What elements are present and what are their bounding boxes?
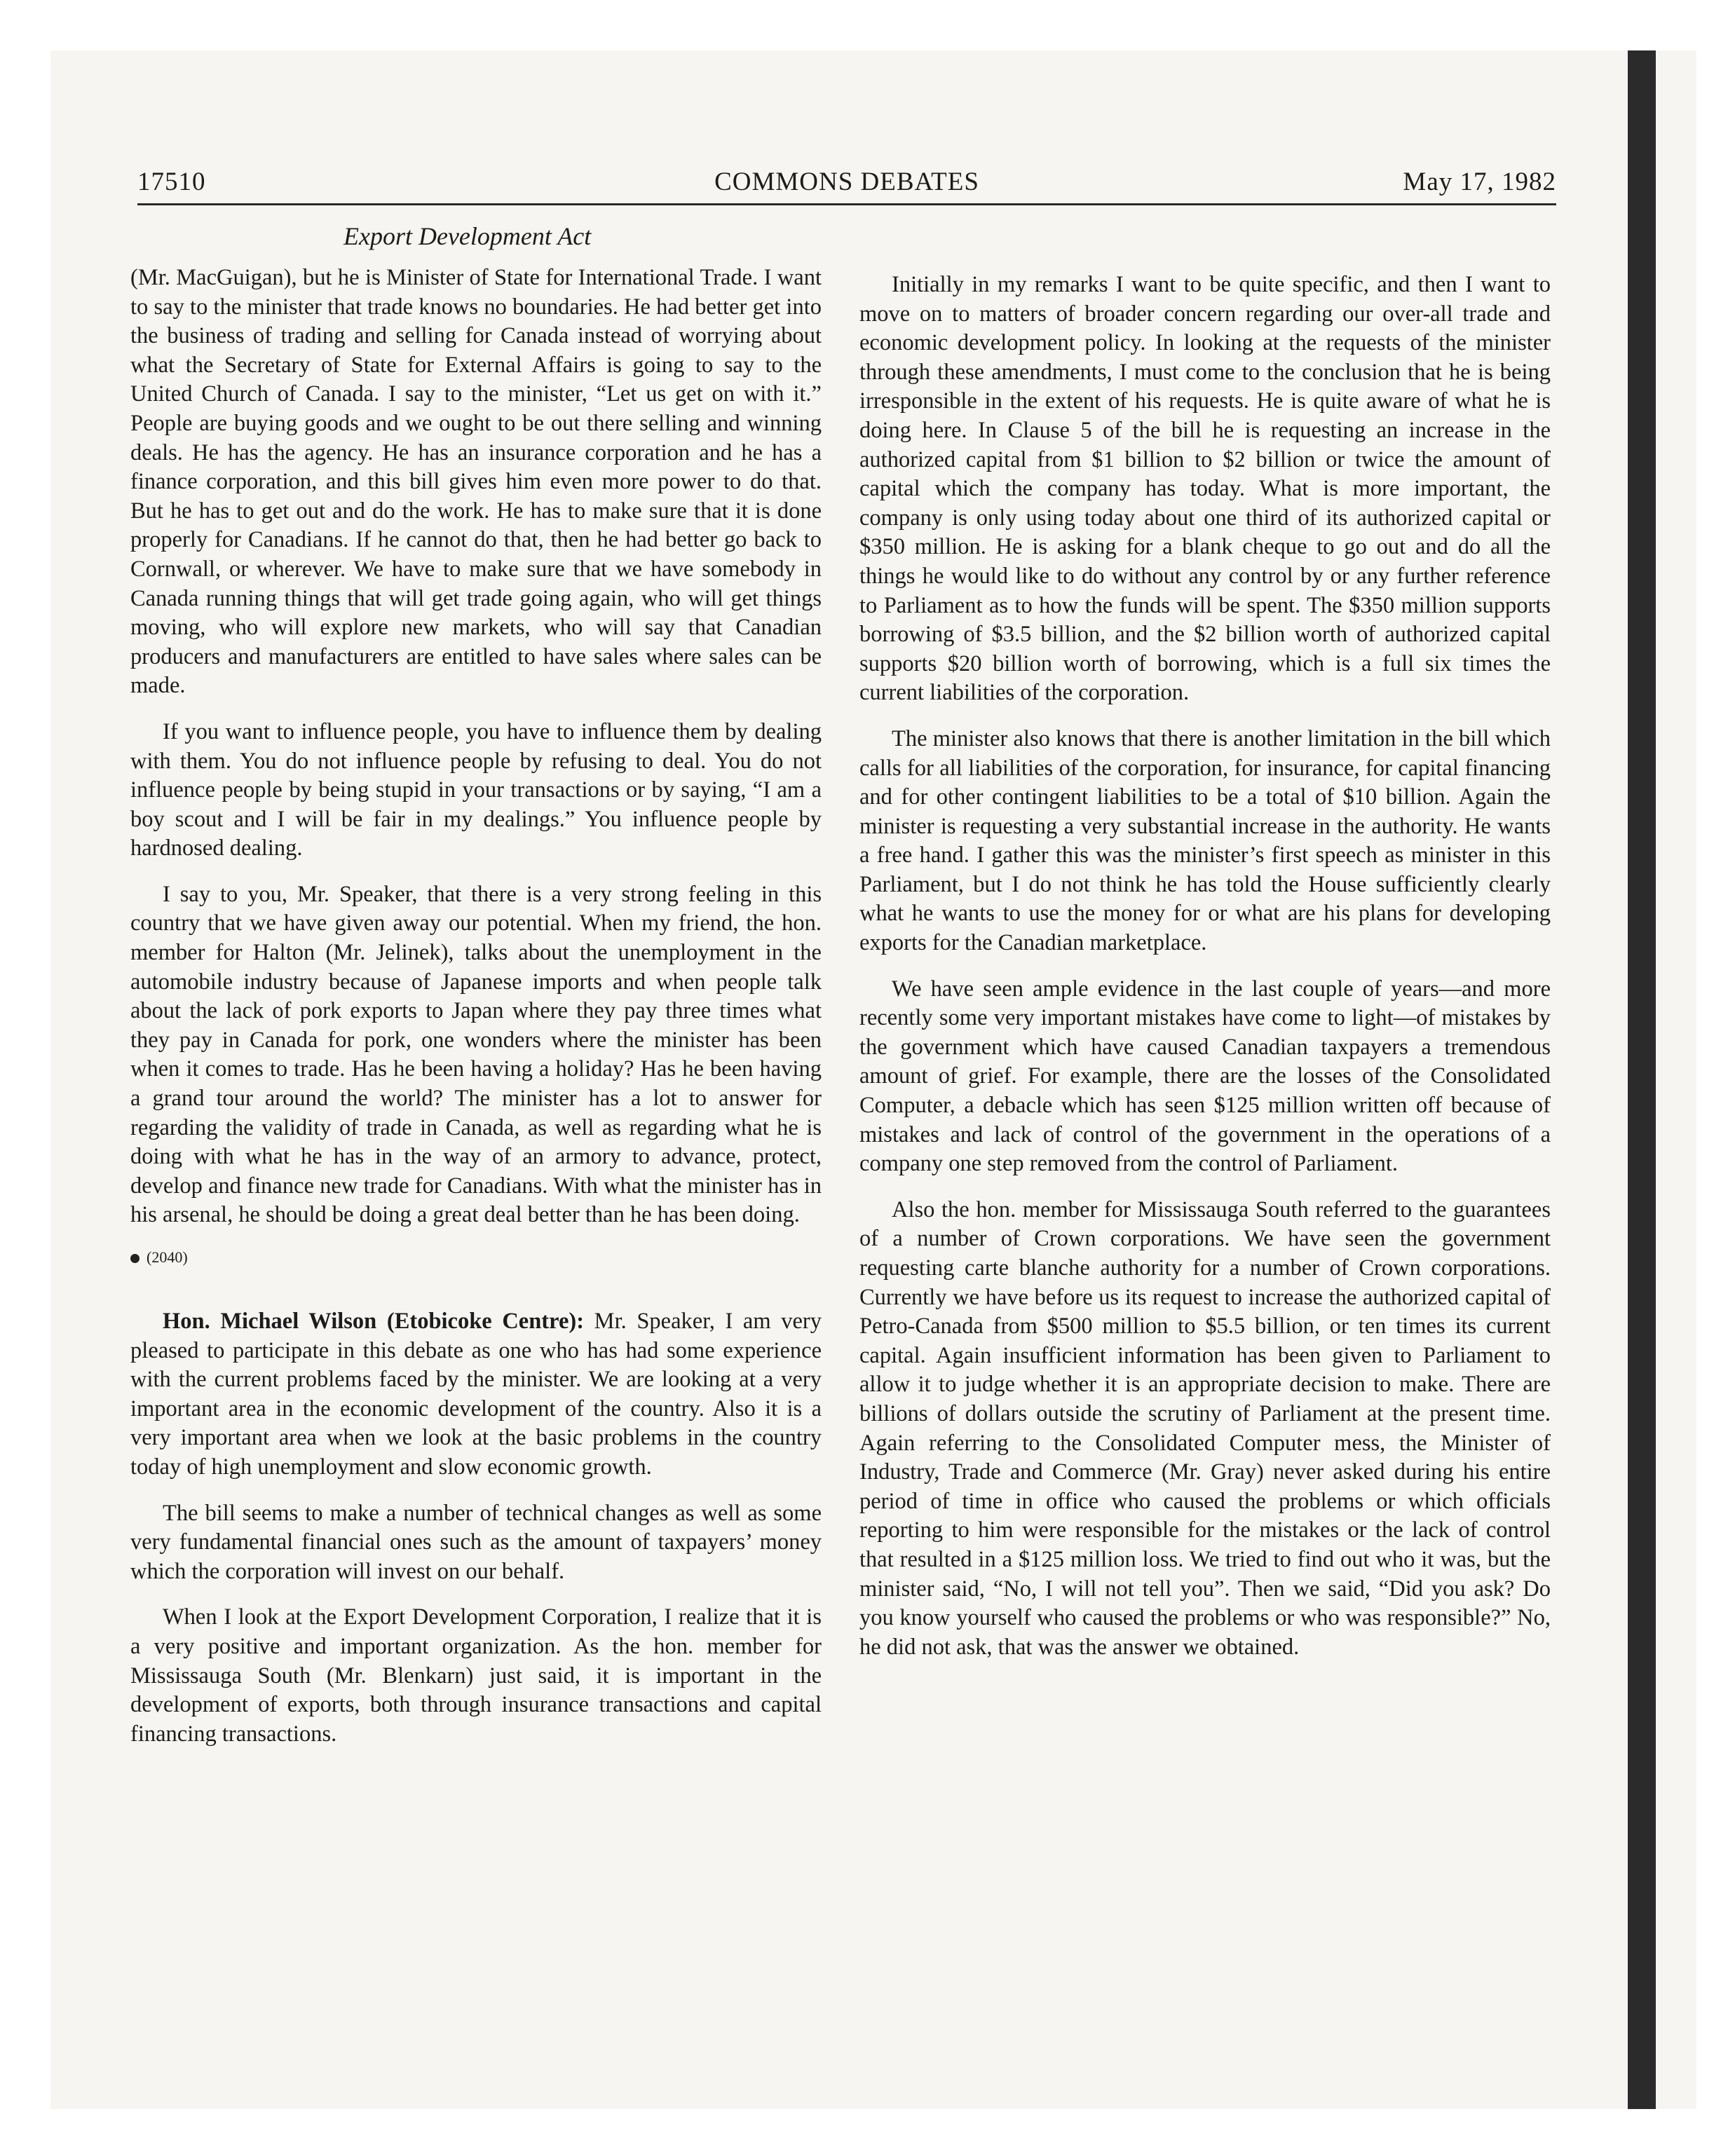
- time-marker-label: (2040): [147, 1248, 188, 1266]
- speech-paragraph: [130, 1307, 822, 1482]
- paragraph: The minister also knows that there is another limitation in the bill which calls for all liabilities of the corporation, for insurance, for capital financing and for other contingent liabilities to be a total of $10 billion. Again the minister is requesting a very substantial increase in the authority. He wants a free hand. I gather this was the minister’s first speech as minister in this Parliament, but I do not think he has told the House sufficiently clearly what he wants to use the money for or what are his plans for developing exports for the Canadian marketplace.: [859, 725, 1551, 956]
- publication-date: May 17, 1982: [1403, 168, 1556, 196]
- paragraph: Initially in my remarks I want to be quite specific, and then I want to move on to matters of broader concern regarding our over-all trade and economic development policy. In looking at the requests of the minister through these amendments, I must come to the conclusion that he is being irresponsible in the extent of his requests. He is quite aware of what he is doing here. In Clause 5 of the bill he is requesting an increase in the authorized capital from $1 billion to $2 billion or twice the amount of capital which the company has today. What is more important, the company is only using today about one third of its authorized capital or $350 million. He is asking for a blank cheque to go out and do all the things he would like to do without any control by or any further reference to Parliament as to how the funds will be spent. The $350 million supports borrowing of $3.5 billion, and the $2 billion worth of authorized capital supports $20 billion worth of borrowing, which is a full six times the current liabilities of the corporation.: [859, 272, 1551, 706]
- left-column: [130, 264, 822, 1766]
- paragraph: Also the hon. member for Mississauga South referred to the guarantees of a number of Crown corporations. We have seen the government requesting carte blanche authority for a number of Crown corporations. Currently we have before us its request to increase the authorized capital of Petro-Canada from $500 million to $5.5 billion, or ten times its current capital. Again insufficient information has been given to Parliament to allow it to judge whether it is an appropriate decision to make. There are billions of dollars outside the scrutiny of Parliament at the present time. Again referring to the Consolidated Computer mess, the Minister of Industry, Trade and Commerce (Mr. Gray) never asked during his entire period of time in office who caused the problems or which officials reporting to him were responsible for the mistakes or the lack of control that resulted in a $125 million loss. We tried to find out who it was, but the minister said, “No, I will not tell you”. Then we said, “Did you ask? Do you know yourself who caused the problems or who was responsible?” No, he did not ask, that was the answer we obtained.: [859, 1196, 1551, 1660]
- speech-text: Mr. Speaker, I am very pleased to participate in this debate as one who has had some experience with the current problems faced by the minister. We are looking at a very important area in the economic development of the country. Also it is a very important area when we look at the basic problems in the country today of high unemployment and slow economic growth.: [130, 1309, 822, 1480]
- page-number: 17510: [137, 168, 206, 196]
- publication-title: COMMONS DEBATES: [714, 168, 979, 196]
- right-column: [859, 264, 1551, 1679]
- header-rule: [137, 203, 1556, 205]
- paragraph: (Mr. MacGuigan), but he is Minister of State for International Trade. I want to say to the minister that trade knows no boundaries. He had better get into the business of trading and selling for Canada instead of worrying about what the Secretary of State for External Affairs is going to say to the United Church of Canada. I say to the minister, “Let us get on with it.” People are buying goods and we ought to be out there selling and winning deals. He has the agency. He has an insurance corporation and he has a finance corporation, and this bill gives him even more power to do that. But he has to get out and do the work. He has to make sure that it is done properly for Canadians. If he cannot do that, then he had better go back to Cornwall, or wherever. We have to make sure that we have somebody in Canada running things that will get trade going again, who will get things moving, who will explore new markets, who will say that Canadian producers and manufacturers are entitled to have sales where sales can be made.: [130, 265, 822, 699]
- running-head: Export Development Act: [343, 222, 592, 250]
- speaker-name: Hon. Michael Wilson (Etobicoke Centre):: [163, 1309, 585, 1334]
- paragraph: If you want to influence people, you have to influence them by dealing with them. You do not influence people by refusing to deal. You do not influence people by being stupid in your transactions or by saying, “I am a boy scout and I will be fair in my dealings.” You influence people by hardnosed dealing.: [130, 718, 822, 861]
- paragraph: When I look at the Export Development Corporation, I realize that it is a very positive and important organization. As the hon. member for Mississauga South (Mr. Blenkarn) just said, it is important in the development of exports, both through insurance transactions and capital financing transactions.: [130, 1604, 822, 1747]
- paragraph: We have seen ample evidence in the last couple of years—and more recently some very important mistakes have come to light—of mistakes by the government which have caused Canadian taxpayers a tremendous amount of grief. For example, there are the losses of the Consolidated Computer, a debacle which has seen $125 million written off because of mistakes and lack of control of the government in the operations of a company one step removed from the control of Parliament.: [859, 976, 1551, 1177]
- time-marker: [130, 1247, 822, 1268]
- page-header: [137, 167, 1556, 206]
- paragraph: The bill seems to make a number of technical changes as well as some very fundamental financial ones such as the amount of taxpayers’ money which the corporation will invest on our behalf.: [130, 1500, 822, 1584]
- bullet-icon: [130, 1254, 140, 1263]
- paragraph: I say to you, Mr. Speaker, that there is a very strong feeling in this country that we have given away our potential. When my friend, the hon. member for Halton (Mr. Jelinek), talks about the unemployment in the automobile industry because of Japanese imports and when people talk about the lack of pork exports to Japan where they pay three times what they pay in Canada for pork, one wonders where the minister has been when it comes to trade. Has he been having a holiday? Has he been having a grand tour around the world? The minister has a lot to answer for regarding the validity of trade in Canada, as well as regarding what he is doing with what he has in the way of an armory to advance, protect, develop and finance new trade for Canadians. With what the minister has in his arsenal, he should be doing a great deal better than he has been doing.: [130, 881, 822, 1228]
